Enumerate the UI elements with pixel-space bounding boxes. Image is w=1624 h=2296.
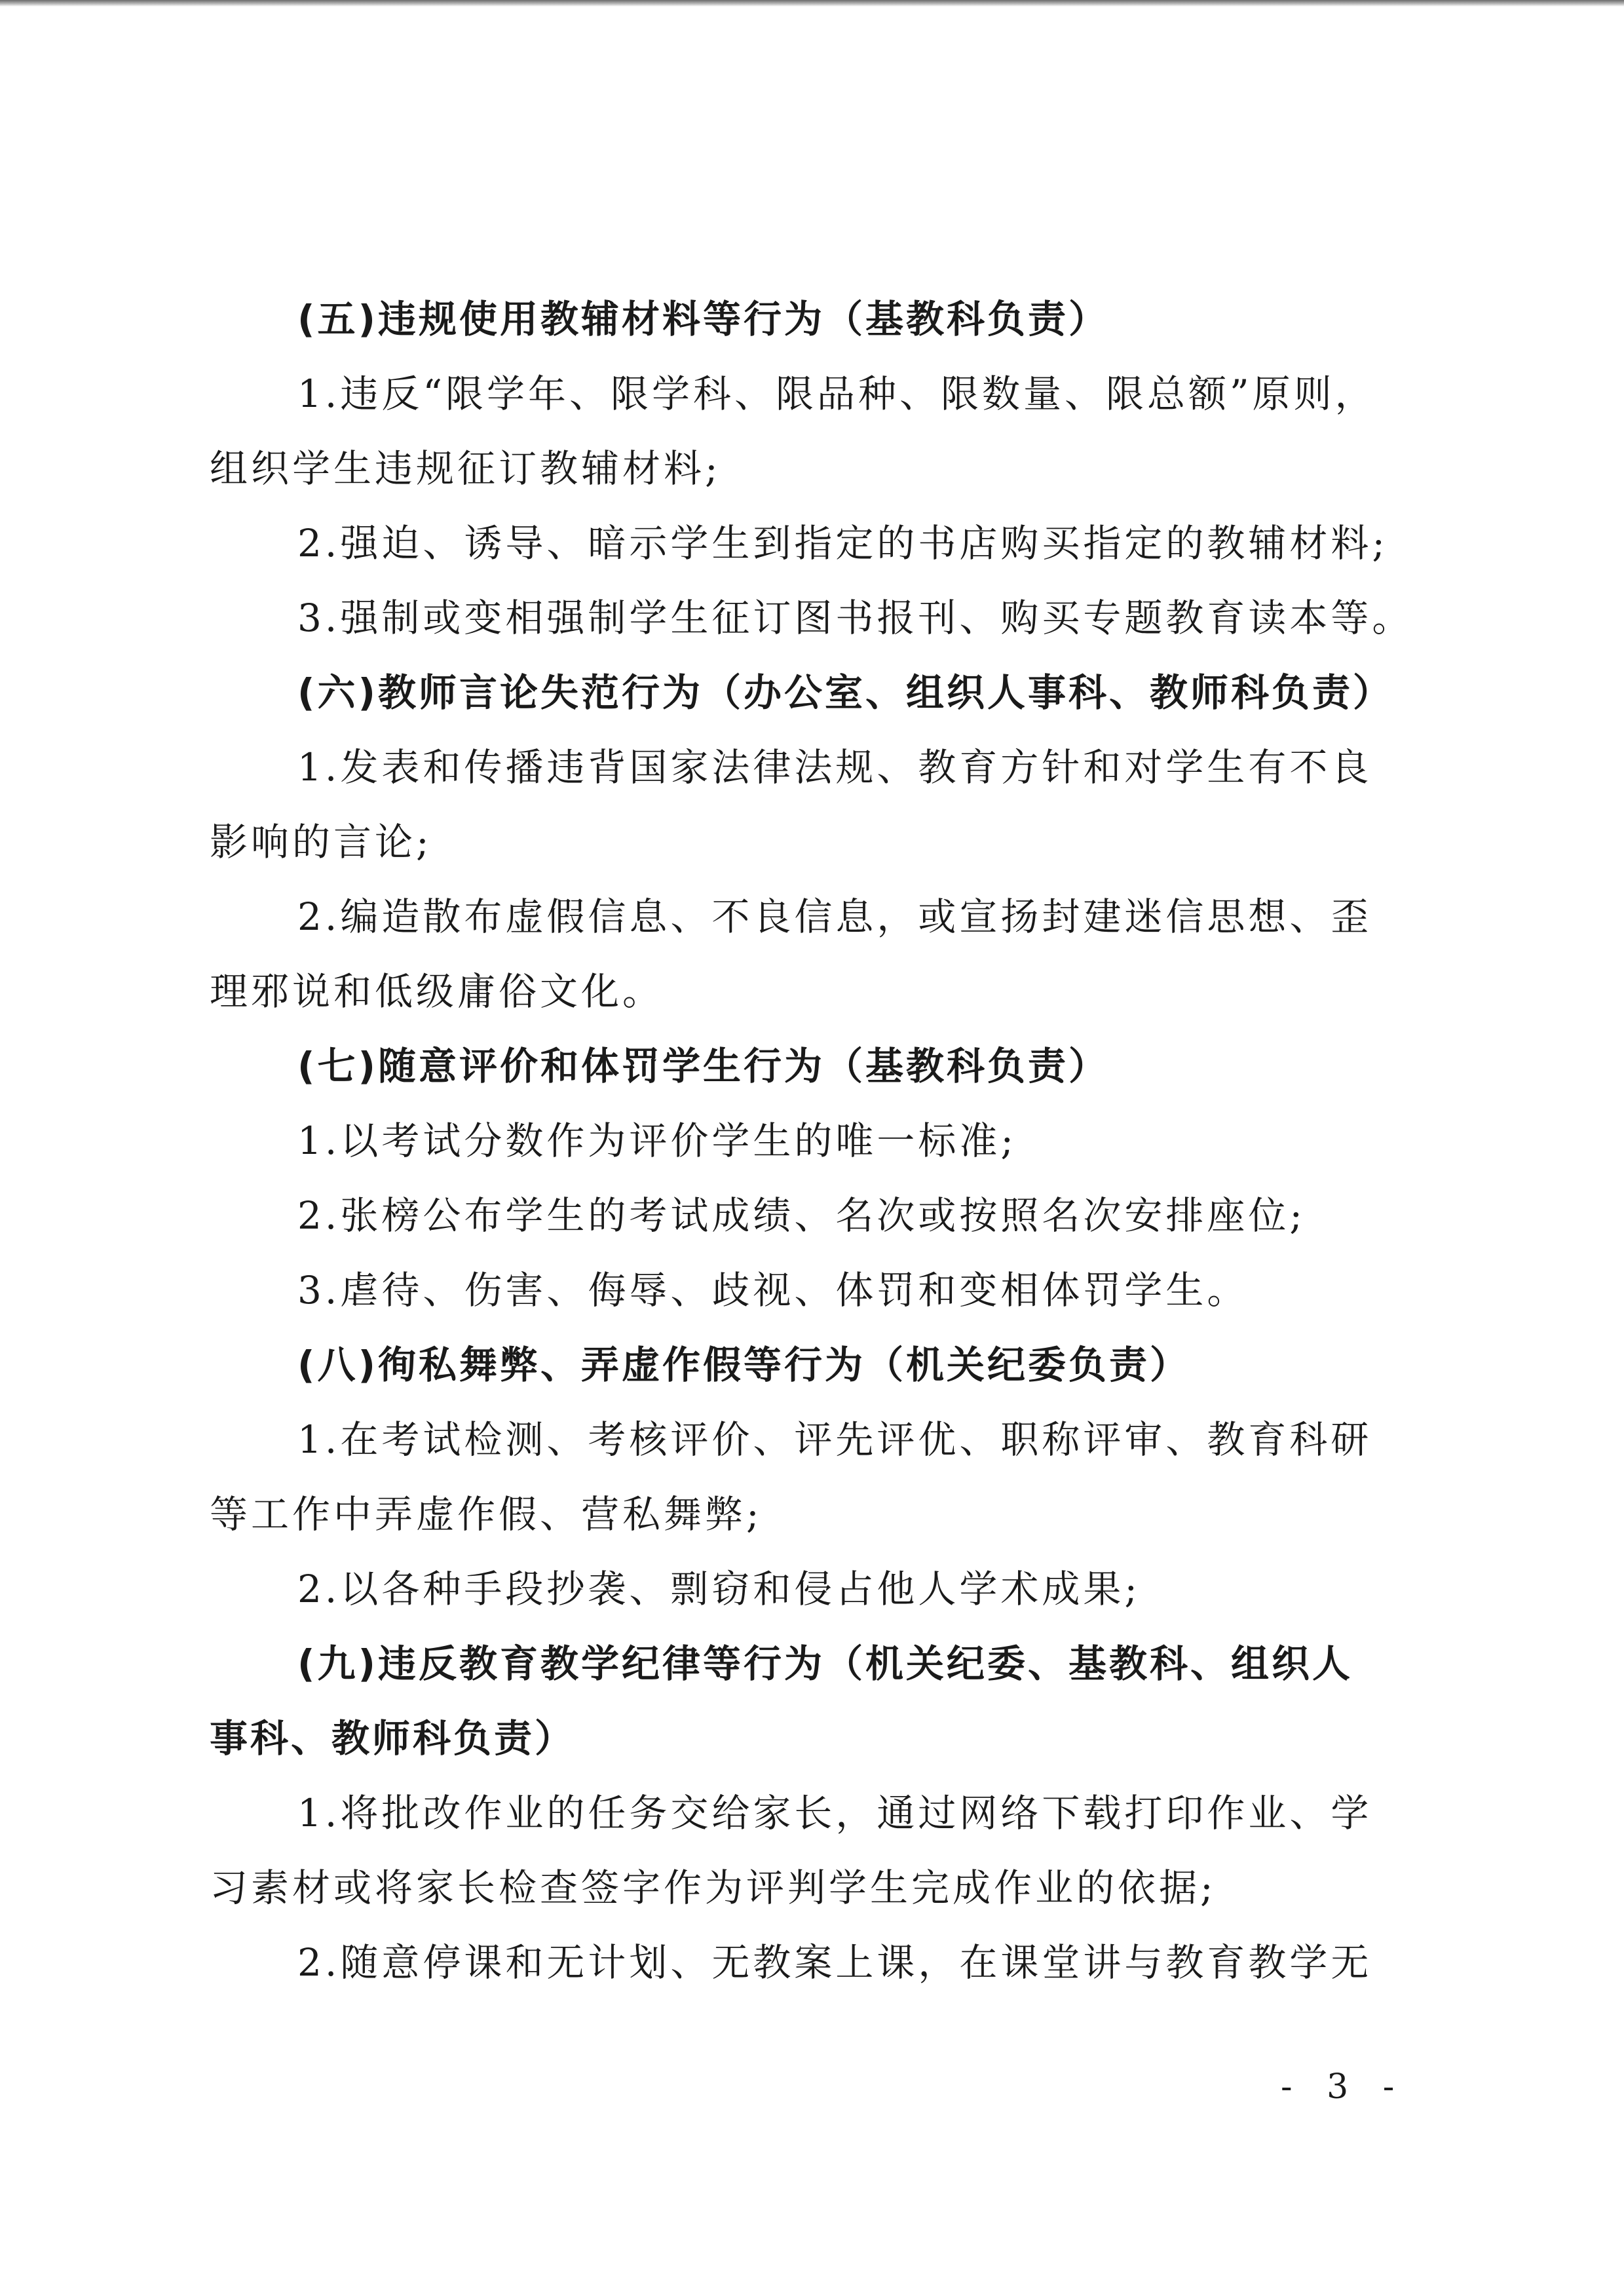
item-9-1-line-1: 1.将批改作业的任务交给家长，通过网络下载打印作业、学	[297, 1791, 1372, 1835]
item-5-2: 2.强迫、诱导、暗示学生到指定的书店购买指定的教辅材料;	[297, 521, 1388, 565]
item-9-1-line-2: 习素材或将家长检查签字作为评判学生完成作业的依据;	[210, 1866, 1217, 1910]
item-6-1-line-1: 1.发表和传播违背国家法律法规、教育方针和对学生有不良	[297, 745, 1372, 790]
item-7-2: 2.张榜公布学生的考试成绩、名次或按照名次安排座位;	[297, 1193, 1306, 1238]
item-9-2-line-1: 2.随意停课和无计划、无教案上课，在课堂讲与教育教学无	[297, 1940, 1372, 1985]
item-7-3: 3.虐待、伤害、侮辱、歧视、体罚和变相体罚学生。	[297, 1268, 1249, 1312]
section-heading-8: (八)徇私舞弊、弄虚作假等行为（机关纪委负责）	[297, 1343, 1191, 1387]
section-heading-9-line-1: (九)违反教育教学纪律等行为（机关纪委、基教科、组织人	[297, 1641, 1353, 1686]
item-6-1-line-2: 影响的言论;	[210, 820, 432, 864]
item-7-1: 1.以考试分数作为评价学生的唯一标准;	[297, 1119, 1017, 1163]
item-8-1-line-2: 等工作中弄虚作假、营私舞弊;	[210, 1492, 763, 1537]
section-heading-9-line-2: 事科、教师科负责）	[210, 1716, 576, 1761]
item-5-1-line-2: 组织学生违规征订教辅材料;	[210, 446, 721, 491]
section-heading-7: (七)随意评价和体罚学生行为（基教科负责）	[297, 1044, 1110, 1088]
scan-top-edge	[0, 0, 1624, 7]
item-5-1-line-1: 1.违反“限学年、限学科、限品种、限数量、限总额”原则，	[297, 372, 1376, 416]
section-heading-5: (五)违规使用教辅材料等行为（基教科负责）	[297, 297, 1110, 341]
item-6-2-line-1: 2.编造散布虚假信息、不良信息，或宣扬封建迷信思想、歪	[297, 894, 1372, 939]
item-8-2: 2.以各种手段抄袭、剽窃和侵占他人学术成果;	[297, 1567, 1141, 1611]
item-6-2-line-2: 理邪说和低级庸俗文化。	[210, 969, 664, 1014]
page-number: - 3 -	[1281, 2067, 1407, 2107]
item-5-3: 3.强制或变相强制学生征订图书报刊、购买专题教育读本等。	[297, 596, 1414, 640]
item-8-1-line-1: 1.在考试检测、考核评价、评先评优、职称评审、教育科研	[297, 1417, 1372, 1462]
document-body	[210, 282, 1414, 2000]
section-heading-6: (六)教师言论失范行为（办公室、组织人事科、教师科负责）	[297, 670, 1394, 715]
